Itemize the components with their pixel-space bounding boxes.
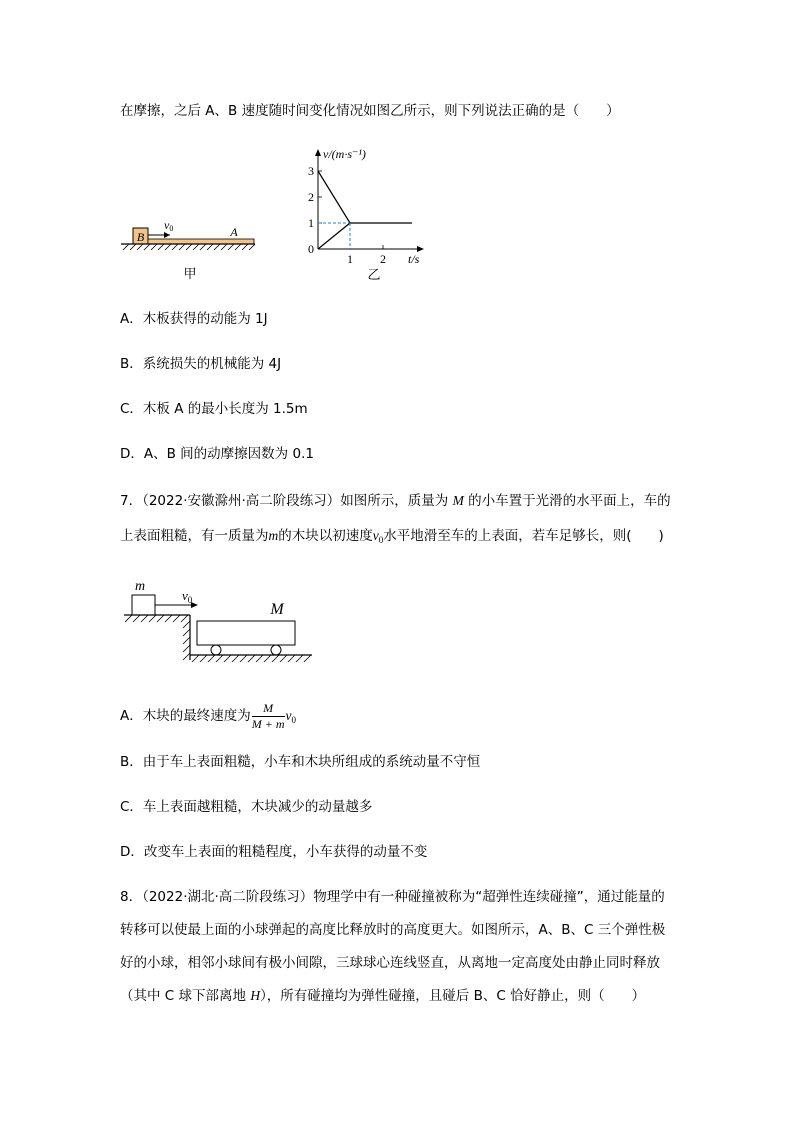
svg-text:1: 1 xyxy=(308,216,314,230)
cart-label: M xyxy=(270,601,284,618)
svg-text:0: 0 xyxy=(308,242,314,256)
cart-wheel-left xyxy=(211,645,221,655)
floor-hatch xyxy=(192,655,311,662)
y-axis-label: v/(m·s⁻¹) xyxy=(323,147,366,161)
q7-stem-line-1: 7．（2022·安徽滁州·高二阶段练习）如图所示，质量为 M 的小车置于光滑的水平面上，车的 xyxy=(120,493,671,509)
q6-option-c: C．木板 A 的最小长度为 1.5m xyxy=(120,401,308,417)
q6-figure-yi xyxy=(300,143,430,283)
line-a-accel xyxy=(318,223,350,249)
block-m-label: m xyxy=(134,579,146,594)
q7-option-a: A．木块的最终速度为 $\frac{M}{M + m}$ $v_0$ xyxy=(120,700,297,731)
figure-caption-jia: 甲 xyxy=(183,266,197,281)
velocity-label: $v_0$ xyxy=(182,588,193,605)
final-velocity-fraction: $\frac{M}{M + m}$ xyxy=(251,700,285,731)
q6-option-d: D．A、B 间的动摩擦因数为 0.1 xyxy=(120,446,314,462)
q8-stem-line-3: 好的小球，相邻小球间有极小间隙，三球球心连线竖直，从离地一定高度处由静止同时释放 xyxy=(120,955,660,971)
x-axis-label: t/s xyxy=(408,252,420,266)
cart-body xyxy=(197,621,295,645)
q8-stem-line-1: 8．（2022·湖北·高二阶段练习）物理学中有一种碰撞被称为“超弹性连续碰撞”，通过能量的 xyxy=(120,889,665,905)
svg-text:2: 2 xyxy=(380,252,386,266)
block-b-label: B xyxy=(136,230,145,244)
q7-stem-line-2: 上表面粗糙，有一质量为m的木块以初速度$v_0$水平地滑至车的上表面，若车足够长，则( ) xyxy=(120,528,664,545)
ground-hatch xyxy=(123,244,255,250)
line-b-decel xyxy=(318,171,350,223)
q7-figure xyxy=(120,578,320,670)
cart-wheel-right xyxy=(271,645,281,655)
q7-option-b: B．由于车上表面粗糙，小车和木块所组成的系统动量不守恒 xyxy=(120,754,481,770)
svg-text:3: 3 xyxy=(308,164,314,178)
svg-text:2: 2 xyxy=(308,190,314,204)
q7-option-d: D．改变车上表面的粗糙程度，小车获得的动量不变 xyxy=(120,844,428,860)
q8-stem-line-4: （其中 C 球下部离地 H），所有碰撞均为弹性碰撞，且碰后 B、C 恰好静止，则（ ） xyxy=(120,988,646,1004)
q6-figure-jia xyxy=(118,215,258,285)
board-a-label: A xyxy=(230,225,238,239)
q6-stem: 在摩擦，之后 A、B 速度随时间变化情况如图乙所示，则下列说法正确的是（ ） xyxy=(120,103,620,119)
figure-caption-yi: 乙 xyxy=(367,267,381,282)
svg-text:1: 1 xyxy=(347,252,353,266)
block-m xyxy=(132,595,155,615)
board-a xyxy=(148,239,254,244)
q8-stem-line-2: 转移可以使最上面的小球弹起的高度比释放时的高度更大。如图所示，A、B、C 三个弹性极 xyxy=(120,922,666,938)
platform-hatch xyxy=(125,615,190,660)
x-tick-labels xyxy=(347,252,386,266)
y-tick-labels xyxy=(308,164,314,256)
q7-option-c: C．车上表面越粗糙，木块减少的动量越多 xyxy=(120,799,373,815)
q6-option-b: B．系统损失的机械能为 4J xyxy=(120,356,282,372)
velocity-label: v0 xyxy=(164,218,174,233)
q6-option-a: A．木板获得的动能为 1J xyxy=(120,311,268,327)
